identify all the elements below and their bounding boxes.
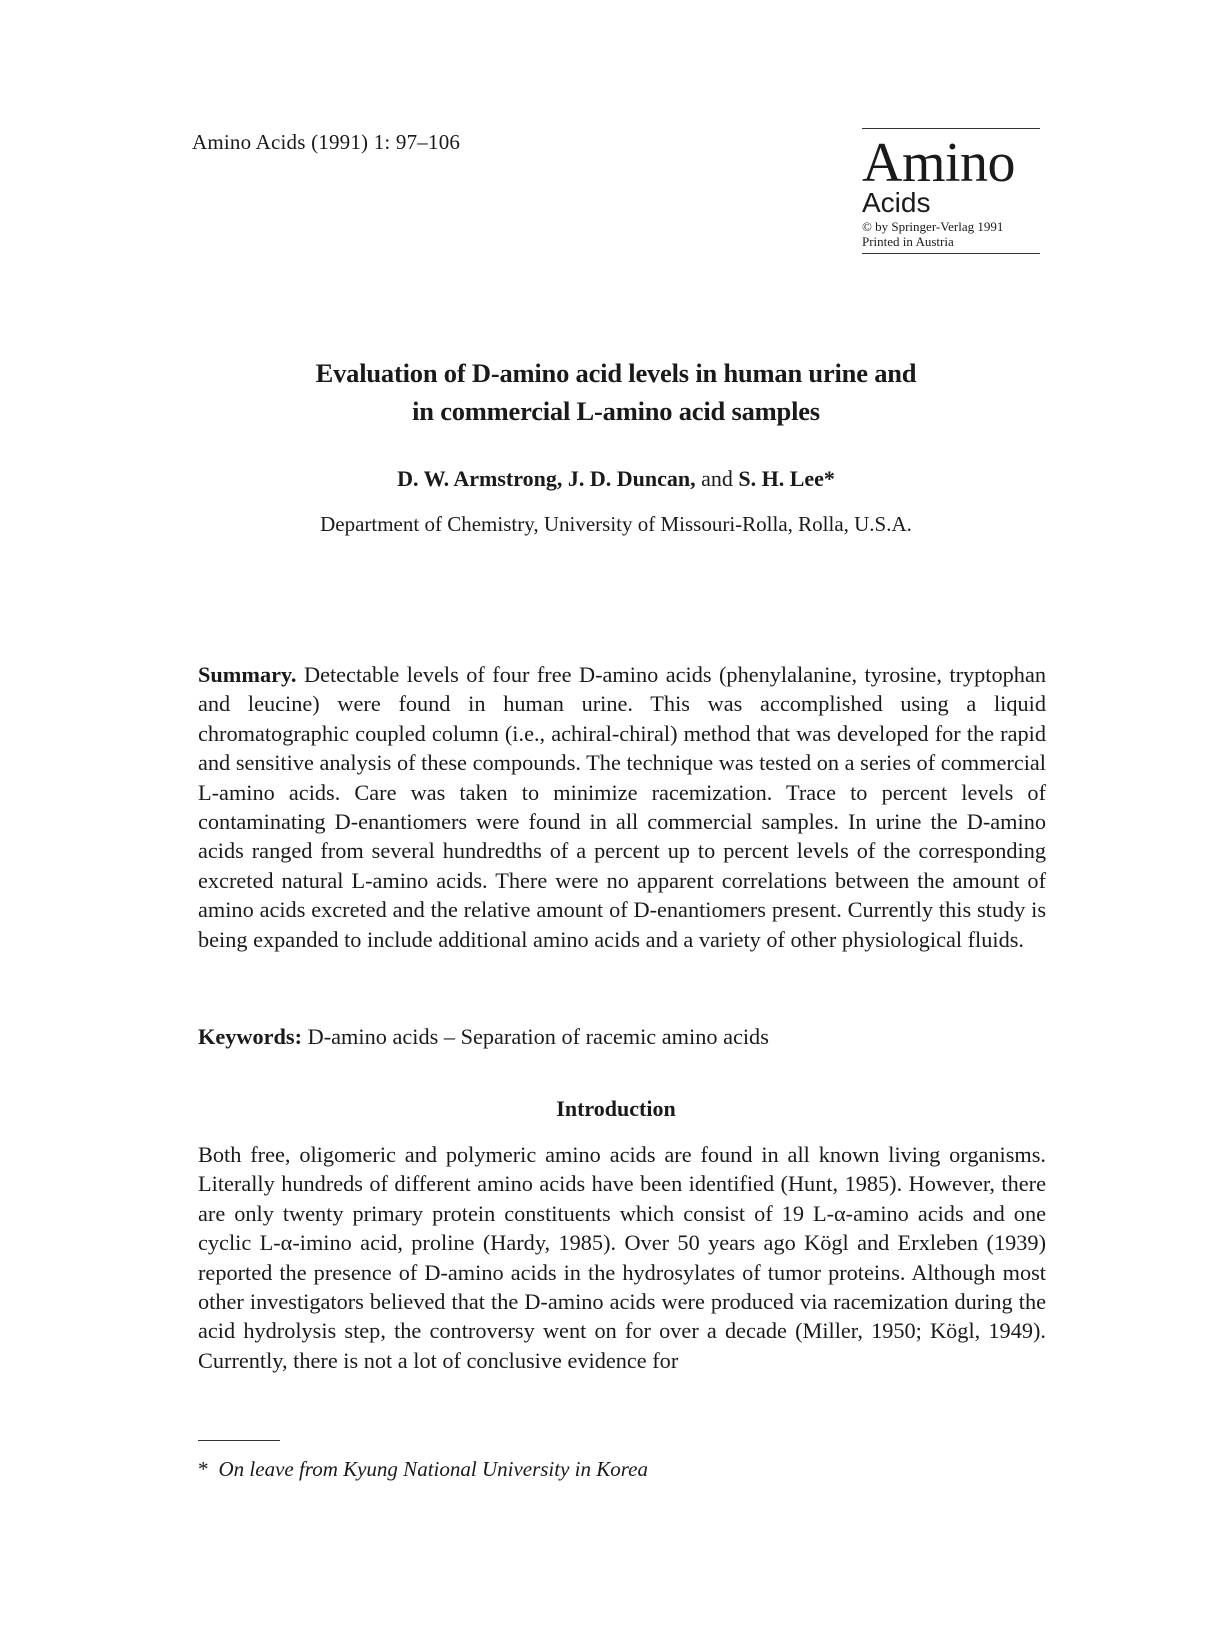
footnote-divider [198,1440,280,1441]
copyright-notice: © by Springer-Verlag 1991 [862,219,1004,234]
journal-subtitle: Acids [862,187,931,218]
footnote-marker: * [198,1457,209,1481]
title-line-2: in commercial L-amino acid samples [412,396,820,426]
keywords-label: Keywords: [198,1024,303,1049]
summary-text: Detectable levels of four free D-amino acids (phenylalanine, tyrosine, tryptophan and leucine) were found in human urine. This was accomplished using a liquid chromatographic coupled column (i.e., achiral-chiral) method that was developed for the rapid and sensitive analysis of these compounds. The technique was tested on a series of commercial L-amino acids. Care was taken to minimize racemization. Trace to percent levels of contaminating D-enantiomers were found in all commercial samples. In urine the D-amino acids ranged from several hundredths of a percent up to percent levels of the corresponding excreted natural L-amino acids. There were no apparent correlations between the amount of amino acids excreted and the relative amount of D-enantiomers present. Currently this study is being expanded to include additional amino acids and a variety of other physiological fluids. [198,662,1046,952]
keywords-text: D-amino acids – Separation of racemic amino acids [302,1024,769,1049]
authors-conjunction: and [695,466,739,491]
journal-logo-block [862,128,1040,254]
authors-primary: D. W. Armstrong, J. D. Duncan, [397,466,696,491]
keywords-line [198,1022,1046,1051]
journal-citation: Amino Acids (1991) 1: 97–106 [192,130,461,154]
introduction-paragraph: Both free, oligomeric and polymeric amino acids are found in all known living organisms. Literally hundreds of different amino acids have been identified (Hunt, 1985). However, there are only twenty primary protein constituents which consist of 19 L-α-amino acids and one cyclic L-α-imino acid, proline (Hardy, 1985). Over 50 years ago Kögl and Erxleben (1939) reported the presence of D-amino acids in the hydrosylates of tumor proteins. Although most other investigators believed that the D-amino acids were produced via racemization during the acid hydrolysis step, the controversy went on for over a decade (Miller, 1950; Kögl, 1949). Currently, there is not a lot of conclusive evidence for [198,1142,1046,1373]
footnote-text: On leave from Kyung National University in Korea [218,1457,648,1481]
summary-label: Summary. [198,662,297,687]
author-list [200,466,1032,492]
footnote [198,1457,648,1482]
author-affiliation: Department of Chemistry, University of Missouri-Rolla, Rolla, U.S.A. [320,512,912,536]
authors-last: S. H. Lee* [738,466,835,491]
title-line-1: Evaluation of D-amino acid levels in human urine and [315,358,917,388]
printed-notice: Printed in Austria [862,234,954,249]
journal-name: Amino [862,132,1016,194]
article-title [200,354,1032,430]
summary-paragraph [198,660,1046,954]
section-heading-introduction: Introduction [556,1096,676,1121]
